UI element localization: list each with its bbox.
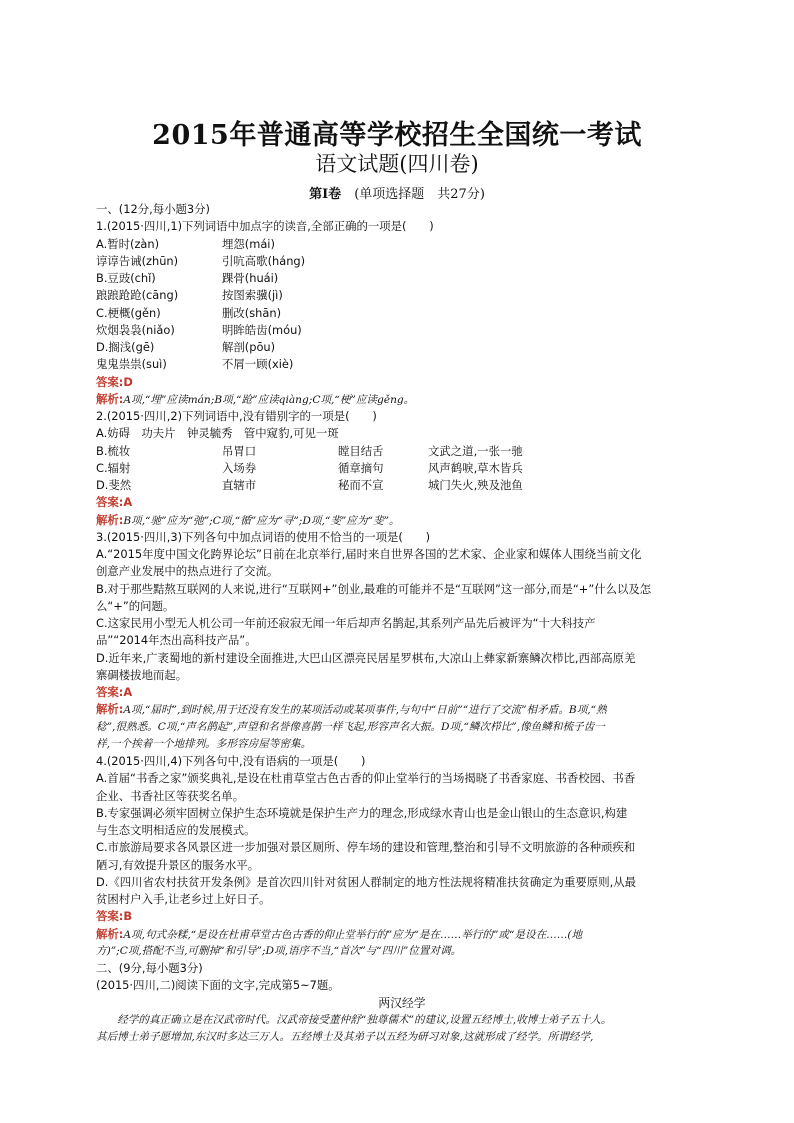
q2-cell: 秘而不宣 xyxy=(338,478,384,492)
q3-answer: 答案:A xyxy=(96,685,133,699)
q3-line: 么“+”的问题。 xyxy=(96,598,175,613)
q1-cell: 明眸皓齿(móu) xyxy=(222,322,302,337)
section1-heading: 一、(12分,每小题3分) xyxy=(96,202,210,216)
q4-analysis xyxy=(96,926,708,943)
q4-line: 企业、书香社区等获奖名单。 xyxy=(96,788,245,803)
q2-cell: C.辐射 xyxy=(96,460,131,475)
q2-option-row xyxy=(96,443,708,460)
q4-line: B.专家强调必须牢固树立保护生态环境就是保护生产力的理念,形成绿水青山也是金山银山的生态意识,构建 xyxy=(96,805,628,820)
q1-cell: A.暂时(zàn) xyxy=(96,236,160,251)
q2-cell: 风声鹤唳,草木皆兵 xyxy=(428,460,523,475)
q2-cell: D.斐然 xyxy=(96,478,132,492)
q2-option-a: A.妨碍 功夫片 钟灵毓秀 管中窥豹,可见一斑 xyxy=(96,426,339,441)
q1-cell: 不屑一顾(xiè) xyxy=(222,357,294,372)
page-title: 2015年普通高等学校招生全国统一考试 xyxy=(152,120,642,151)
q1-cell: 炊烟袅袅(niǎo) xyxy=(96,322,175,337)
q1-cell: 鬼鬼祟祟(suì) xyxy=(96,357,167,372)
analysis-text: A项,“届时”,到时候,用于还没有发生的某项活动或某项事件,与句中“日前”“进行了交流”相矛盾。B项,“熟 xyxy=(123,704,607,717)
q1-cell: B.豆豉(chǐ) xyxy=(96,271,156,285)
q2-cell: 吊胃口 xyxy=(222,443,257,458)
q2-cell: B.梳妆 xyxy=(96,443,131,458)
q2-cell: 文武之道,一张一驰 xyxy=(428,443,523,458)
analysis-text: A项,“埋”应读mán;B项,“跄”应读qiàng;C项,“梗”应读gěng。 xyxy=(123,393,415,406)
q1-option-row xyxy=(96,287,708,304)
analysis-text: B项,“驰”应为“弛”;C项,“循”应为“寻”;D项,“斐”应为“斐”。 xyxy=(123,514,400,527)
q4-line: 贫困村户入手,让老乡过上好日子。 xyxy=(96,892,271,906)
q2-cell: 瞠目结舌 xyxy=(338,443,384,458)
analysis-label: 解析: xyxy=(96,512,124,527)
q2-cell: 入场券 xyxy=(222,460,257,475)
q4-line: C.市旅游局要求各风景区进一步加强对景区厕所、停车场的建设和管理,整治和引导不文明旅游的各种顽疾和 xyxy=(96,840,636,855)
analysis-label: 解析: xyxy=(96,702,124,717)
q1-stem: 1.(2015·四川,1)下列词语中加点字的读音,全部正确的一项是( ) xyxy=(96,219,434,234)
q2-option-row xyxy=(96,460,708,477)
q4-line: D.《四川省农村扶贫开发条例》是首次四川针对贫困人群制定的地方性法规将精准扶贫确定为重要原则,从最 xyxy=(96,874,636,889)
article-title: 两汉经学 xyxy=(378,995,426,1010)
q1-cell: C.梗概(gěn) xyxy=(96,305,161,320)
part-info: (单项选择题 共27分) xyxy=(354,187,485,202)
q3-line: D.近年来,广袤蜀地的新村建设全面推进,大巴山区漂亮民居星罗棋布,大凉山上彝家新寨鳞次栉比,西部高原羌 xyxy=(96,650,636,665)
q4-line: 陋习,有效提升景区的服务水平。 xyxy=(96,857,260,872)
q1-option-row xyxy=(96,253,708,270)
q4-line: 与生态文明相适应的发展模式。 xyxy=(96,823,256,837)
q1-cell: 解剖(pōu) xyxy=(222,340,276,354)
q1-option-row xyxy=(96,236,708,253)
q3-line: 寨碉楼拔地而起。 xyxy=(96,667,188,682)
q2-cell: 循章摘句 xyxy=(338,460,384,475)
exam-content xyxy=(96,201,708,1046)
section2-heading: 二、(9分,每小题3分) xyxy=(96,961,203,975)
part-heading xyxy=(0,183,794,202)
q4-line: A.首届“书香之家”颁奖典礼,是设在杜甫草堂古色古香的仰止堂举行的当场揭晓了书香家庭、书香校园、书香 xyxy=(96,771,636,786)
q2-analysis xyxy=(96,512,708,529)
q3-line: A.“2015年度中国文化跨界论坛”日前在北京举行,届时来自世界各国的艺术家、企业家和媒体人围绕当前文化 xyxy=(96,547,642,561)
q1-option-row xyxy=(96,356,708,373)
q1-cell: 删改(shān) xyxy=(222,305,282,320)
section2-intro: (2015·四川,二)阅读下面的文字,完成第5~7题。 xyxy=(96,978,340,993)
analysis-label: 解析: xyxy=(96,391,124,406)
q1-answer: 答案:D xyxy=(96,374,133,389)
q2-answer: 答案:A xyxy=(96,495,133,510)
q2-cell: 直辖市 xyxy=(222,478,257,492)
q1-option-row xyxy=(96,270,708,287)
part-label: 第Ⅰ卷 xyxy=(309,187,342,202)
q3-analysis-line: 样,一个挨着一个地排列。多形容房屋等密集。 xyxy=(96,737,312,750)
q1-cell: 引吭高歌(háng) xyxy=(222,253,306,268)
q3-line: B.对于那些黠熬互联网的人来说,进行“互联网+”创业,最难的可能并不是“互联网”这一部分,而是“+”什么以及怎 xyxy=(96,581,652,596)
q1-option-row xyxy=(96,305,708,322)
q1-cell: 埋怨(mái) xyxy=(222,236,275,251)
q1-cell: 踝骨(huái) xyxy=(222,271,279,285)
q3-analysis xyxy=(96,701,708,718)
q1-cell: 谆谆告诫(zhūn) xyxy=(96,253,179,268)
analysis-label: 解析: xyxy=(96,926,124,941)
q3-line: 创意产业发展中的热点进行了交流。 xyxy=(96,564,279,579)
analysis-text: A项,句式杂糅,“是设在杜甫草堂古色古香的仰止堂举行的”应为“是在……举行的”或“是设在……(地 xyxy=(123,928,583,941)
q1-option-row xyxy=(96,322,708,339)
q3-line: 品”“2014年杰出高科技产品”。 xyxy=(96,633,257,648)
q4-stem: 4.(2015·四川,4)下列各句中,没有语病的一项是( ) xyxy=(96,754,366,768)
q1-cell: D.搁浅(gē) xyxy=(96,340,155,354)
page-subtitle: 语文试题(四川卷) xyxy=(315,152,479,176)
q4-analysis-line: 方)”;C项,搭配不当,可删掉“和引导”;D项,语序不当,“首次”与“四川”位置对调。 xyxy=(96,944,462,957)
q2-cell: 城门失火,殃及池鱼 xyxy=(428,478,523,492)
q1-option-row xyxy=(96,339,708,356)
q2-stem: 2.(2015·四川,2)下列词语中,没有错别字的一项是( ) xyxy=(96,409,377,423)
q1-analysis xyxy=(96,391,708,408)
q1-cell: 按图索骥(jì) xyxy=(222,288,283,303)
q4-answer: 答案:B xyxy=(96,909,133,924)
q3-stem: 3.(2015·四川,3)下列各句中加点词语的使用不恰当的一项是( ) xyxy=(96,529,431,544)
q3-line: C.这家民用小型无人机公司一年前还寂寂无闻一年后却声名鹊起,其系列产品先后被评为“十大科技产 xyxy=(96,616,596,630)
article-paragraph-line: 经学的真正确立是在汉武帝时代。汉武帝接受董仲舒“独尊儒术”的建议,设置五经博士,收博士弟子五十人。 xyxy=(117,1013,612,1026)
q2-option-row xyxy=(96,477,708,494)
q1-cell: 踉踉跄跄(cāng) xyxy=(96,288,179,303)
article-paragraph-line: 其后博士弟子愿增加,东汉时多达三万人。五经博士及其弟子以五经为研习对象,这就形成了经学。所谓经学, xyxy=(96,1031,594,1043)
q3-analysis-line: 稔”,很熟悉。C项,“声名鹊起”,声望和名誉像喜鹊一样飞起,形容声名大振。D项,“鳞次栉比”,像鱼鳞和梳子齿一 xyxy=(96,720,605,733)
